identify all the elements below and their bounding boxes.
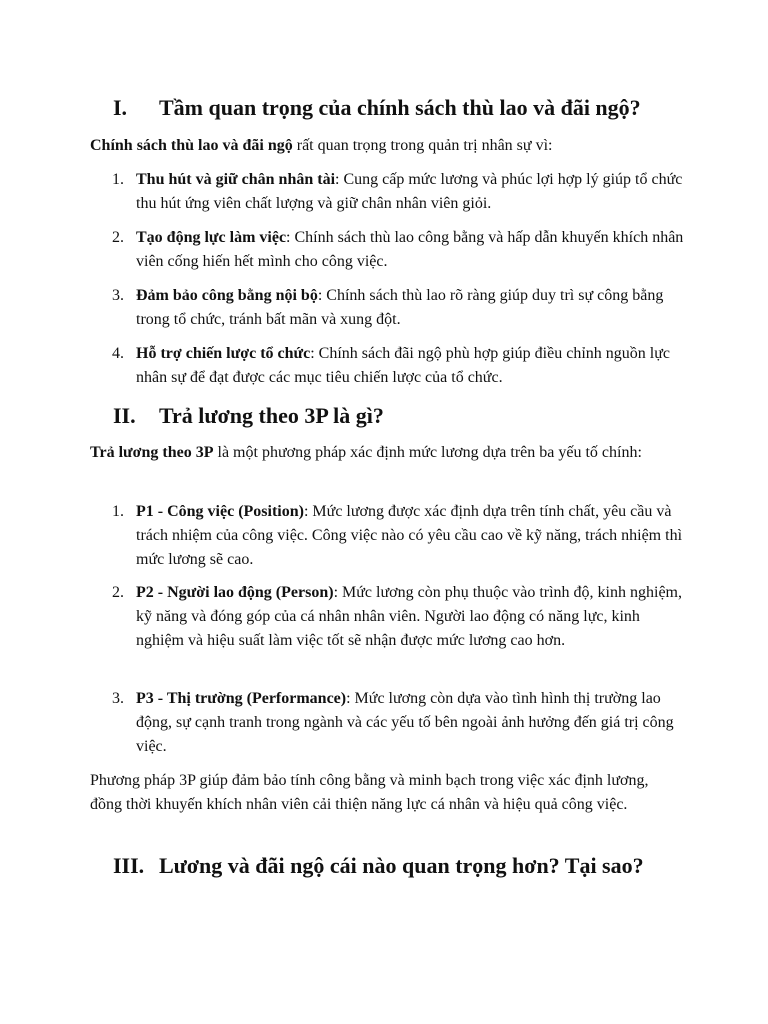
list-item-bold: Thu hút và giữ chân nhân tài xyxy=(136,171,336,188)
list-item-text: : Mức lương còn dựa vào tình hình thị trường lao động, sự cạnh tranh trong ngành và các yếu tố bên ngoài ảnh hưởng đến giá trị công việc. xyxy=(136,690,674,755)
section-1-title: Tầm quan trọng của chính sách thù lao và đãi ngộ? xyxy=(159,95,641,120)
list-item-bold: P3 - Thị trường (Performance) xyxy=(136,690,347,707)
list-marker: 3. xyxy=(112,287,124,304)
list-item xyxy=(112,687,687,759)
list-item xyxy=(112,168,687,216)
list-marker: 1. xyxy=(112,171,124,188)
list-marker: 4. xyxy=(112,345,124,362)
section-3-number: III. xyxy=(113,853,145,878)
section-1-intro-bold: Chính sách thù lao và đãi ngộ xyxy=(90,137,293,154)
list-item-text: : Mức lương được xác định dựa trên tính chất, yêu cầu và trách nhiệm của công việc. Công việc nào có yêu cầu cao về kỹ năng, trách nhiệm thì mức lương sẽ cao. xyxy=(136,503,683,568)
section-3-heading xyxy=(113,852,644,880)
section-2-intro xyxy=(90,441,682,465)
list-item xyxy=(112,226,687,274)
section-2-closing: Phương pháp 3P giúp đảm bảo tính công bằng và minh bạch trong việc xác định lương, đồng thời khuyến khích nhân viên cải thiện năng lực cá nhân và hiệu quả công việc. xyxy=(90,772,649,813)
list-item-text: : Chính sách thù lao rõ ràng giúp duy trì sự công bằng trong tổ chức, tránh bất mãn và xung đột. xyxy=(136,287,664,328)
list-marker: 2. xyxy=(112,229,124,246)
section-2-title: Trả lương theo 3P là gì? xyxy=(159,403,384,428)
list-item-text: : Chính sách đãi ngộ phù hợp giúp điều chỉnh nguồn lực nhân sự để đạt được các mục tiêu chiến lược của tổ chức. xyxy=(136,345,670,386)
list-item xyxy=(112,342,687,390)
section-1-heading xyxy=(113,94,641,122)
list-item-text: : Cung cấp mức lương và phúc lợi hợp lý giúp tổ chức thu hút ứng viên chất lượng và giữ chân nhân viên giỏi. xyxy=(136,171,683,212)
section-2-number: II. xyxy=(113,403,136,428)
list-marker: 2. xyxy=(112,584,124,601)
list-item-bold: Hỗ trợ chiến lược tổ chức xyxy=(136,345,311,362)
list-item xyxy=(112,500,687,572)
section-2-intro-bold: Trả lương theo 3P xyxy=(90,444,214,461)
list-item-bold: Đảm bảo công bằng nội bộ xyxy=(136,287,318,304)
list-item xyxy=(112,284,687,332)
section-2-heading xyxy=(113,402,384,430)
section-1-number: I. xyxy=(113,95,128,120)
section-1-intro-text: rất quan trọng trong quản trị nhân sự vì: xyxy=(292,137,553,154)
list-item-text: : Mức lương còn phụ thuộc vào trình độ, kinh nghiệm, kỹ năng và đóng góp của cá nhân nhân viên. Người lao động có năng lực, kinh nghiệm và hiệu suất làm việc tốt sẽ nhận được mức lương cao hơn. xyxy=(136,584,682,649)
list-marker: 1. xyxy=(112,503,124,520)
list-item-bold: P2 - Người lao động (Person) xyxy=(136,584,334,601)
section-3-title: Lương và đãi ngộ cái nào quan trọng hơn? Tại sao? xyxy=(159,853,644,878)
list-item xyxy=(112,581,687,653)
list-item-text: : Chính sách thù lao công bằng và hấp dẫn khuyến khích nhân viên cống hiến hết mình cho công việc. xyxy=(136,229,684,270)
list-marker: 3. xyxy=(112,690,124,707)
section-2-intro-text: là một phương pháp xác định mức lương dựa trên ba yếu tố chính: xyxy=(213,444,642,461)
section-1-intro xyxy=(90,134,682,158)
list-item-bold: P1 - Công việc (Position) xyxy=(136,503,304,520)
list-item-bold: Tạo động lực làm việc xyxy=(136,229,287,246)
